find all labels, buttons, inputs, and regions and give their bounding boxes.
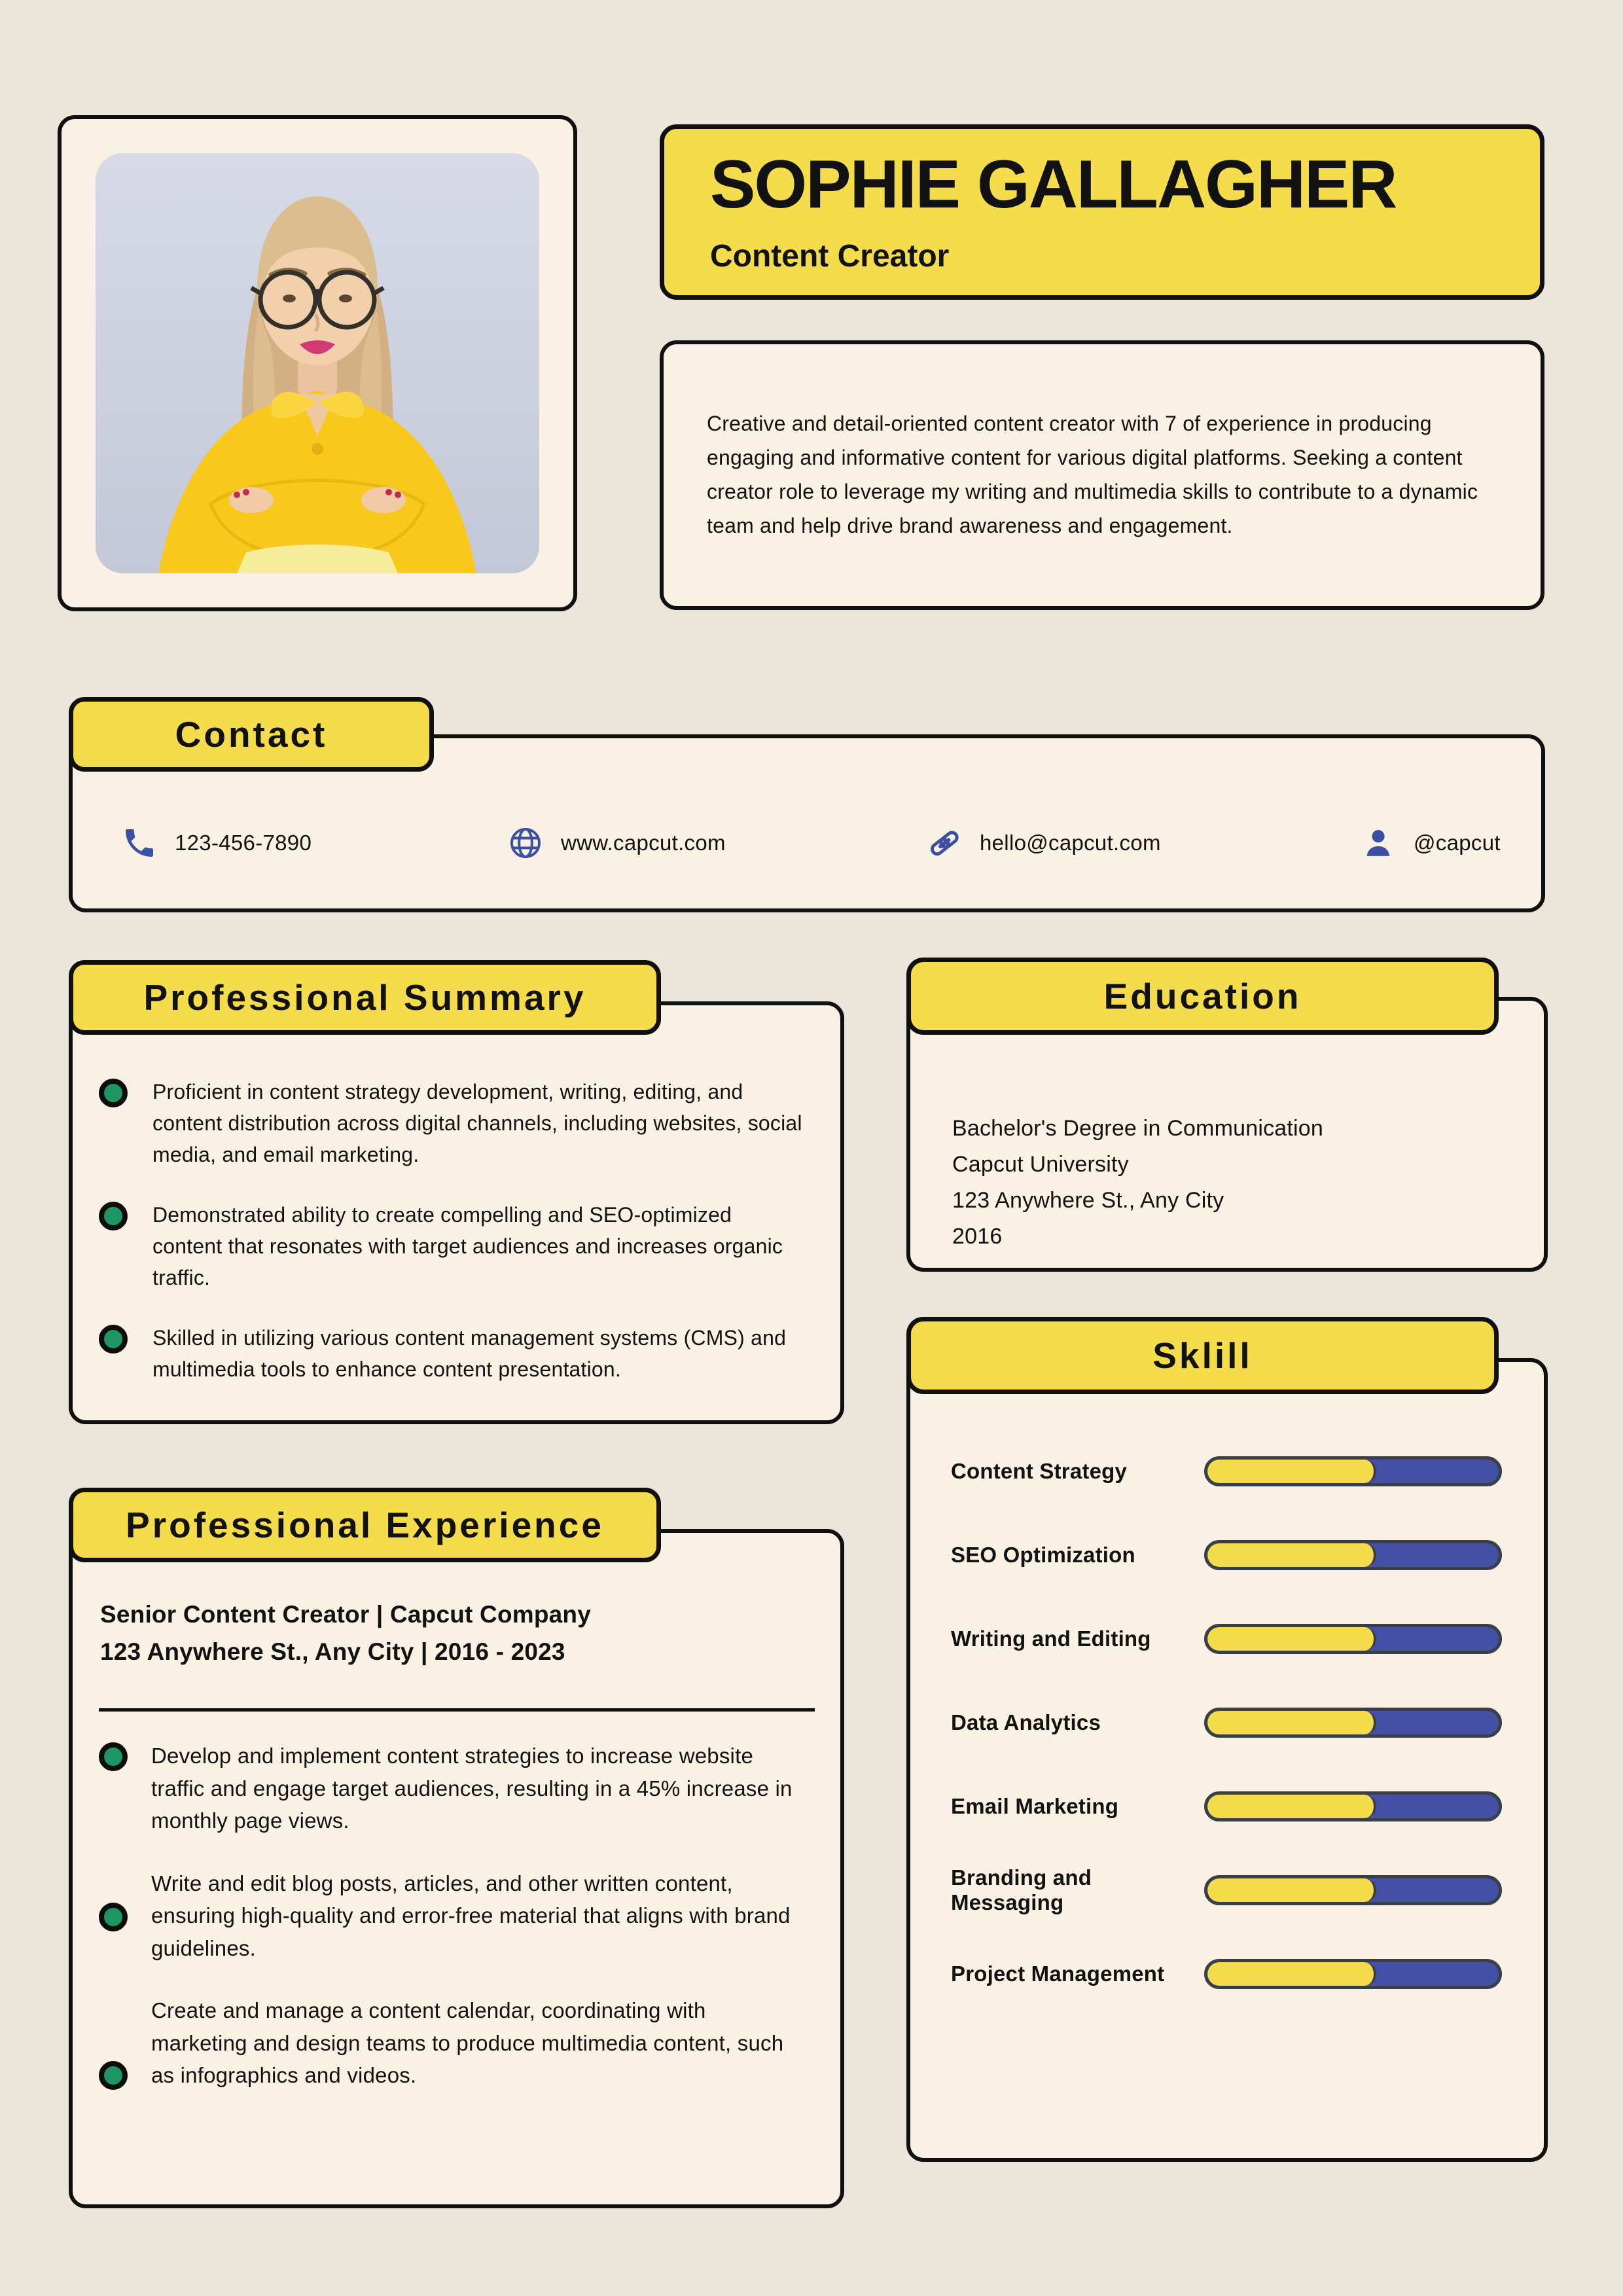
skill-progress-bar (1204, 1624, 1502, 1654)
experience-bullet: Create and manage a content calendar, coordinating with marketing and design teams to produce multimedia content, such as infographics and videos. (151, 1998, 784, 2087)
job-title: Content Creator (710, 238, 950, 274)
name-card (660, 124, 1544, 300)
person-icon (1360, 825, 1397, 861)
contact-heading: Contact (175, 714, 328, 755)
globe-icon (507, 825, 544, 861)
experience-bullet: Write and edit blog posts, articles, and other written content, ensuring high-quality and error-free material that aligns with brand guidelines. (151, 1871, 791, 1960)
skill-row (951, 1791, 1502, 1821)
list-item (99, 1076, 821, 1170)
bullet-dot-icon (99, 1742, 128, 1771)
link-icon (926, 825, 963, 861)
skill-progress-bar (1204, 1791, 1502, 1821)
website-url[interactable]: www.capcut.com (561, 831, 726, 855)
photo-card (58, 115, 577, 611)
contact-item-phone (121, 822, 312, 864)
education-section-header (906, 958, 1499, 1035)
bullet-dot-icon (99, 1325, 128, 1354)
skill-list (910, 1362, 1544, 1989)
skill-progress-bar (1204, 1875, 1502, 1905)
summary-bullet-list (73, 1005, 840, 1385)
list-item (99, 1740, 819, 1837)
skill-label: Content Strategy (951, 1459, 1128, 1483)
portrait-photo (96, 153, 539, 573)
education-details (952, 1111, 1323, 1255)
professional-summary-heading: Professional Summary (143, 977, 586, 1018)
skill-label: Data Analytics (951, 1710, 1101, 1734)
about-text: Creative and detail-oriented content creator with 7 of experience in producing engaging and informative content for various digital platforms. Seeking a content creator role to leverage my writing and multimedia skills to contribute to a dynamic team and help drive brand awareness and engagement. (707, 412, 1478, 537)
skills-section-header (906, 1317, 1499, 1394)
experience-bullet: Develop and implement content strategies to increase website traffic and engage target audiences, resulting in a 45% increase in monthly page views. (151, 1744, 793, 1833)
education-degree: Bachelor's Degree in Communication (952, 1116, 1324, 1141)
email-address[interactable]: hello@capcut.com (980, 831, 1161, 855)
phone-number[interactable]: 123-456-7890 (175, 831, 312, 855)
list-item (99, 1199, 821, 1293)
skill-label: Branding and Messaging (951, 1865, 1092, 1914)
skill-row (951, 1708, 1502, 1738)
professional-summary-section-header (69, 960, 661, 1035)
education-address: 123 Anywhere St., Any City (952, 1188, 1224, 1213)
education-school: Capcut University (952, 1152, 1129, 1177)
skill-row (951, 1456, 1502, 1486)
skill-label: Email Marketing (951, 1794, 1119, 1818)
skill-progress-bar (1204, 1959, 1502, 1989)
skills-card (906, 1358, 1548, 2162)
professional-experience-section-header (69, 1488, 661, 1562)
professional-summary-card (69, 1001, 844, 1424)
bullet-dot-icon (99, 1903, 128, 1931)
education-heading: Education (1103, 976, 1302, 1016)
contact-section-header (69, 697, 434, 772)
skill-label: Project Management (951, 1962, 1165, 1986)
person-name: SOPHIE GALLAGHER (710, 146, 1397, 223)
phone-icon (121, 825, 158, 861)
social-handle[interactable]: @capcut (1414, 831, 1501, 855)
education-card (906, 997, 1548, 1272)
list-item (99, 1994, 819, 2092)
skills-heading: Sklill (1152, 1335, 1253, 1376)
divider (99, 1708, 815, 1712)
bullet-dot-icon (99, 1202, 128, 1230)
professional-experience-card (69, 1529, 844, 2208)
summary-bullet: Demonstrated ability to create compelling and SEO-optimized content that resonates with target audiences and increases organic traffic. (152, 1203, 783, 1289)
skill-row (951, 1624, 1502, 1654)
experience-role: Senior Content Creator | Capcut Company (100, 1601, 592, 1628)
education-year: 2016 (952, 1224, 1003, 1249)
about-card (660, 340, 1544, 610)
summary-bullet: Skilled in utilizing various content management systems (CMS) and multimedia tools to enhance content presentation. (152, 1326, 787, 1381)
woman-portrait-illustration (96, 153, 539, 573)
experience-header (100, 1596, 591, 1671)
contact-item-email (926, 822, 1161, 864)
skill-progress-bar (1204, 1708, 1502, 1738)
skill-row (951, 1959, 1502, 1989)
skill-progress-bar (1204, 1540, 1502, 1570)
skill-row (951, 1865, 1502, 1914)
skill-progress-bar (1204, 1456, 1502, 1486)
contact-item-handle (1360, 822, 1501, 864)
experience-bullet-list (99, 1740, 819, 2092)
experience-meta: 123 Anywhere St., Any City | 2016 - 2023 (100, 1638, 565, 1666)
professional-experience-heading: Professional Experience (126, 1505, 604, 1545)
bullet-dot-icon (99, 2061, 128, 2090)
list-item (99, 1867, 819, 1965)
skill-label: Writing and Editing (951, 1626, 1151, 1651)
list-item (99, 1322, 821, 1385)
bullet-dot-icon (99, 1079, 128, 1107)
summary-bullet: Proficient in content strategy development, writing, editing, and content distribution across digital channels, including websites, social media, and email marketing. (152, 1080, 802, 1166)
skill-label: SEO Optimization (951, 1543, 1135, 1567)
contact-item-website (507, 822, 726, 864)
skill-row (951, 1540, 1502, 1570)
